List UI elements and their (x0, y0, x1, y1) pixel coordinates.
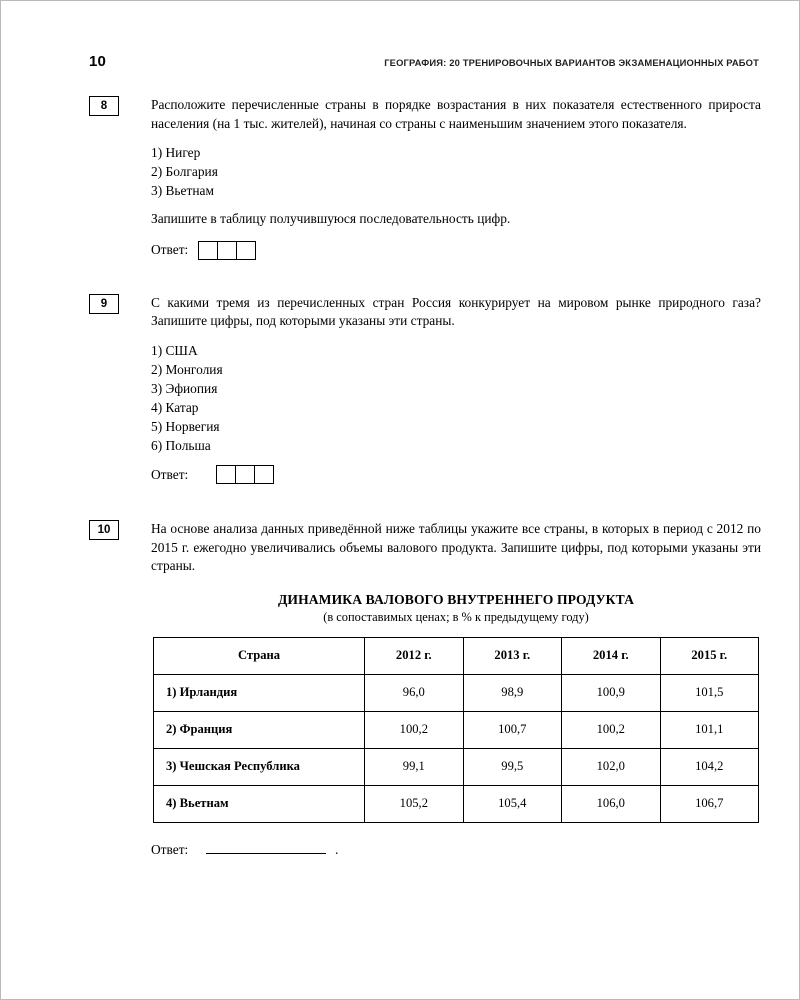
task-8 (89, 96, 761, 260)
table-cell-value: 101,5 (660, 674, 759, 711)
answer-input-boxes[interactable] (216, 465, 274, 484)
column-header: 2015 г. (660, 637, 759, 674)
table-row (154, 785, 759, 822)
column-header: 2014 г. (562, 637, 660, 674)
task-options (151, 143, 761, 200)
table-cell-value: 105,2 (365, 785, 463, 822)
table-cell-country: 1) Ирландия (154, 674, 365, 711)
table-cell-value: 96,0 (365, 674, 463, 711)
list-item: 2) Монголия (151, 361, 223, 377)
task-question: На основе анализа данных приведённой ниже таблицы укажите все страны, в которых в период с 2012 по 2015 г. ежегодно увеличивались объемы валового продукта. Запишите цифры, под которыми указаны эти страны. (151, 521, 761, 574)
task-question: Расположите перечисленные страны в порядке возрастания в них показателя естественного прироста населения (на 1 тыс. жителей), начиная со страны с наименьшим значением этого показателя. (151, 97, 761, 131)
table-cell-country: 3) Чешская Республика (154, 748, 365, 785)
answer-label: Ответ: (151, 841, 189, 857)
answer-period: . (335, 841, 339, 857)
task-9 (89, 294, 761, 484)
task-body (151, 294, 761, 484)
answer-row (151, 241, 761, 260)
table-cell-value: 99,5 (463, 748, 561, 785)
list-item: 1) Нигер (151, 145, 201, 160)
column-header: 2012 г. (365, 637, 463, 674)
list-item: 3) Эфиопия (151, 380, 218, 396)
table-row (154, 674, 759, 711)
table-cell-value: 100,7 (463, 711, 561, 748)
table-cell-value: 98,9 (463, 674, 561, 711)
task-options (151, 341, 761, 455)
answer-cell[interactable] (218, 242, 237, 259)
task-body (151, 520, 761, 858)
answer-label: Ответ: (151, 242, 189, 258)
task-number-badge: 10 (89, 520, 119, 540)
task-body (151, 96, 761, 260)
answer-cell[interactable] (255, 466, 273, 483)
answer-cell[interactable] (236, 466, 255, 483)
table-cell-value: 102,0 (562, 748, 660, 785)
answer-cell[interactable] (199, 242, 218, 259)
table-cell-value: 100,2 (365, 711, 463, 748)
table-header-row (154, 637, 759, 674)
table-title: ДИНАМИКА ВАЛОВОГО ВНУТРЕННЕГО ПРОДУКТА (277, 591, 635, 607)
table-cell-country: 4) Вьетнам (154, 785, 365, 822)
task-10 (89, 520, 761, 858)
table-cell-value: 99,1 (365, 748, 463, 785)
page-content (89, 53, 761, 880)
running-head (89, 53, 761, 70)
table-row (154, 711, 759, 748)
task-number-badge: 8 (89, 96, 119, 116)
answer-row (151, 841, 761, 858)
answer-write-in-line[interactable] (206, 841, 326, 854)
table-wrapper (151, 637, 761, 823)
table-cell-value: 105,4 (463, 785, 561, 822)
list-item: 1) США (151, 342, 198, 358)
task-question: С какими тремя из перечисленных стран Россия конкурирует на мировом рынке природного газа? Запишите цифры, под которыми указаны эти страны. (151, 294, 761, 329)
table-cell-country: 2) Франция (154, 711, 365, 748)
answer-row (151, 465, 761, 484)
page-number: 10 (89, 53, 107, 70)
list-item: 4) Катар (151, 399, 199, 415)
running-title: ГЕОГРАФИЯ: 20 ТРЕНИРОВОЧНЫХ ВАРИАНТОВ ЭКЗАМЕНАЦИОННЫХ РАБОТ (384, 57, 759, 68)
gdp-dynamics-table (153, 637, 759, 823)
column-header: Страна (154, 637, 365, 674)
list-item: 5) Норвегия (151, 418, 220, 434)
answer-cell[interactable] (217, 466, 236, 483)
table-cell-value: 100,9 (562, 674, 660, 711)
list-item: 6) Польша (151, 438, 211, 454)
table-row (154, 748, 759, 785)
table-cell-value: 101,1 (660, 711, 759, 748)
table-cell-value: 106,0 (562, 785, 660, 822)
table-cell-value: 106,7 (660, 785, 759, 822)
table-subtitle: (в сопоставимых ценах; в % к предыдущему году) (323, 609, 589, 624)
task-number-badge: 9 (89, 294, 119, 314)
answer-label: Ответ: (151, 466, 189, 482)
column-header: 2013 г. (463, 637, 561, 674)
answer-cell[interactable] (237, 242, 255, 259)
table-cell-value: 104,2 (660, 748, 759, 785)
table-cell-value: 100,2 (562, 711, 660, 748)
list-item: 3) Вьетнам (151, 183, 214, 199)
task-instruction: Запишите в таблицу получившуюся последовательность цифр. (151, 211, 511, 227)
answer-input-boxes[interactable] (198, 241, 256, 260)
list-item: 2) Болгария (151, 164, 218, 180)
